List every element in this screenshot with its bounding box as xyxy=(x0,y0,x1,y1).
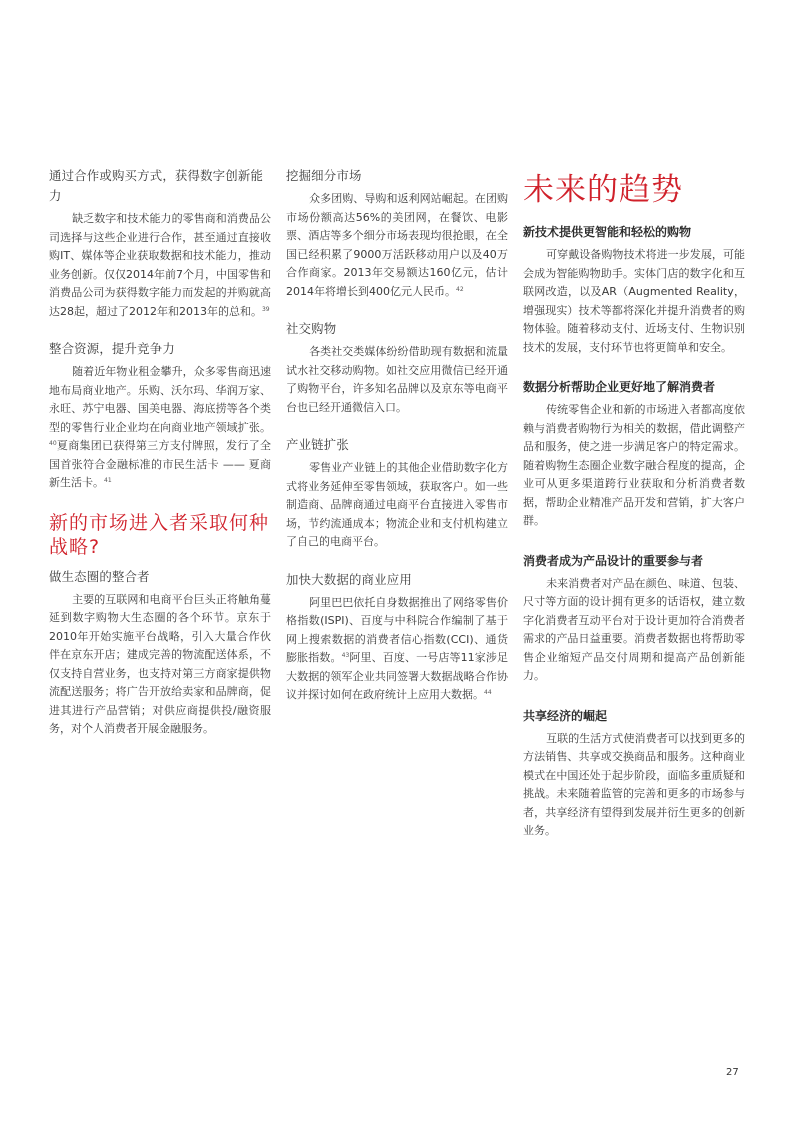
column-middle xyxy=(286,166,508,723)
section-heading: 整合资源，提升竞争力 xyxy=(49,341,175,356)
section-social-shopping xyxy=(286,319,508,417)
section-body: 零售业产业链上的其他企业借助数字化方式将业务延伸至零售领域，获取客户。如一些制造商、品牌商通过电商平台直接进入零售市场，节约流通成本；物流企业和支付机构建立了自己的电商平台。 xyxy=(286,461,508,548)
footnote-ref: 39 xyxy=(261,305,270,313)
section-heading: 消费者成为产品设计的重要参与者 xyxy=(523,553,704,568)
body-text: 随着近年物业租金攀升，众多零售商迅速地布局商业地产。乐购、沃尔玛、华润万家、永旺、苏宁电器、国美电器、海底捞等各个类型的零售行业企业均在向商业地产领域扩张。 xyxy=(49,365,271,434)
body-text: 阿里巴巴依托自身数据推出了网络零售价格指数(ISPI)、百度与中科院合作编制了基于网上搜索数据的消费者信心指数(CCI)、通货膨胀指数。 xyxy=(286,595,508,664)
section-body: 未来消费者对产品在颜色、味道、包装、尺寸等方面的设计拥有更多的话语权，建立数字化消费者互动平台对于设计更加符合消费者需求的产品日益重要。消费者数据也将帮助零售企业缩短产品交付周期和提高产品创新能力。 xyxy=(523,576,745,682)
column-left xyxy=(49,166,271,757)
section-heading: 挖掘细分市场 xyxy=(286,168,362,183)
section-body: 传统零售企业和新的市场进入者都高度依赖与消费者购物行为相关的数据，借此调整产品和服务，使之进一步满足客户的特定需求。随着购物生态圈企业数字融合程度的提高，企业可从更多渠道跨行业获取和分析消费者数据，帮助企业精准产品开发和营销，扩大客户群。 xyxy=(523,403,745,527)
section-consumer-design xyxy=(523,551,745,686)
body-text: 阿里、百度、一号店等11家涉足大数据的领军企业共同签署大数据战略合作协议并探讨如何在政府统计上应用大数据。 xyxy=(286,651,509,701)
section-body: 主要的互联网和电商平台巨头正将触角蔓延到数字购物大生态圈的各个环节。京东于2010年开始实施平台战略，引入大量合作伙伴在京东开店；建成完善的物流配送体系，不仅支持自营业务，也支持对第三方商家提供物流配送服务；将广告开放给卖家和品牌商，促进其进行产品营销；对供应商提供投/融资服务，对个人消费者开展金融服务。 xyxy=(49,592,271,735)
section-heading: 加快大数据的商业应用 xyxy=(286,571,412,587)
section-data-analysis xyxy=(523,377,745,531)
section-heading: 共享经济的崛起 xyxy=(523,708,608,723)
footnote-ref: 42 xyxy=(456,285,464,293)
footnote-ref: 40 xyxy=(49,440,57,447)
section-body xyxy=(49,210,271,321)
body-text: 缺乏数字和技术能力的零售商和消费品公司选择与这些企业进行合作，甚至通过直接收购IT、媒体等企业获取数据和技术能力，推动业务创新。仅仅2014年前7个月，中国零售和消费品公司为获得数字能力而发起的并购就高达28起，超过了2012年和2013年的总和。 xyxy=(49,212,271,318)
section-body: 互联的生活方式使消费者可以找到更多的方法销售、共享或交换商品和服务。这种商业模式在中国还处于起步阶段，面临多重质疑和挑战。未来随着监管的完善和更多的市场参与者，共享经济有望得到发展并衍生更多的创新业务。 xyxy=(523,731,745,837)
body-text: 众多团购、导购和返利网站崛起。在团购市场份额高达56%的美团网，在餐饮、电影票、酒店等多个细分市场表现均很抢眼，在全国已经积累了9000万活跃移动用户以及40万合作商家。2013年交易额达160亿元，估计2014年将增长到400亿元人民币。 xyxy=(286,192,508,298)
body-text: 夏商集团已获得第三方支付牌照，发行了全国首张符合金融标准的市民生活卡 —— 夏商新生活卡。 xyxy=(49,439,271,489)
section-sharing-economy xyxy=(523,706,745,841)
section-body: 可穿戴设备购物技术将进一步发展，可能会成为智能购物助手。实体门店的数字化和互联网改造，以及AR（Augmented Reality，增强现实）技术等都将深化并提升消费者的购物体验。随着移动支付、近场支付、生物识别技术的发展，支付环节也将更简单和安全。 xyxy=(523,248,745,354)
column-right xyxy=(523,166,745,861)
section-integrate-resources xyxy=(49,339,271,493)
section-new-tech xyxy=(523,222,745,357)
section-heading: 产业链扩张 xyxy=(286,437,349,452)
section-heading: 社交购物 xyxy=(286,321,337,336)
section-industry-chain xyxy=(286,435,508,552)
future-trends-title: 未来的趋势 xyxy=(523,172,683,208)
section-heading: 通过合作或购买方式，获得数字创新能力 xyxy=(49,168,264,203)
section-title-red: 新的市场进入者采取何种战略? xyxy=(49,511,270,558)
section-body xyxy=(286,594,508,705)
footnote-ref: 43 xyxy=(341,652,350,659)
footnote-ref: 44 xyxy=(484,689,492,696)
section-new-entrants xyxy=(49,511,271,739)
section-big-data xyxy=(286,570,508,705)
section-body xyxy=(49,363,271,493)
section-heading: 数据分析帮助企业更好地了解消费者 xyxy=(523,380,716,394)
section-digital-innovation xyxy=(49,166,271,321)
section-niche-markets xyxy=(286,166,508,301)
page-number: 27 xyxy=(726,1067,739,1078)
footnote-ref: 41 xyxy=(104,477,112,484)
section-heading: 做生态圈的整合者 xyxy=(49,568,150,584)
section-body: 各类社交类媒体纷纷借助现有数据和流量试水社交移动购物。如社交应用微信已经开通了购物平台，许多知名品牌以及京东等电商平台也已经开通微信入口。 xyxy=(286,345,508,414)
section-heading: 新技术提供更智能和轻松的购物 xyxy=(523,225,692,239)
section-body xyxy=(286,190,508,301)
